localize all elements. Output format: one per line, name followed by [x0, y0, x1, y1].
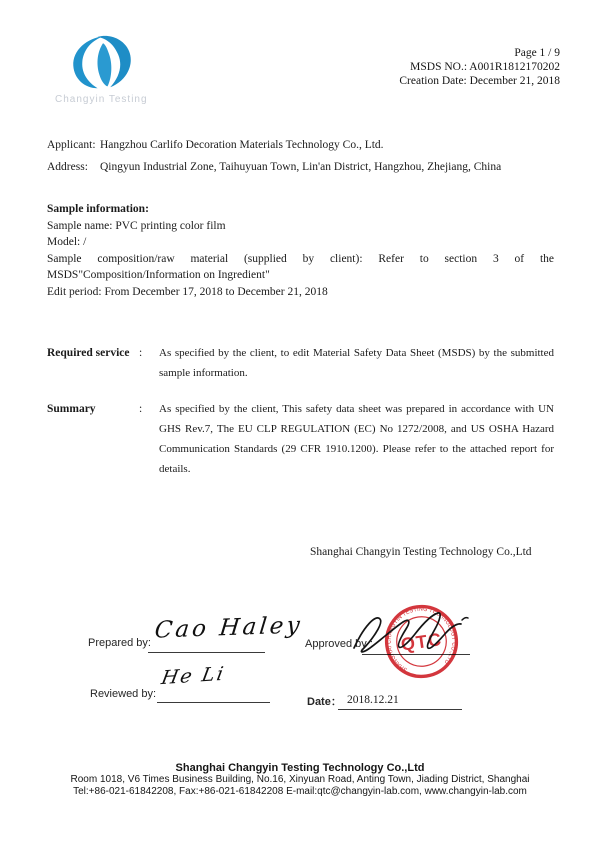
summary-text: As specified by the client, This safety data sheet was prepared in accordance with UN GHS Rev.7, The EU CLP REGULATION (EC) No 1272/2008, and US OSHA Hazard Communication Standards (29 CFR 1910.1200). Please refer to the attached report for details. [159, 403, 554, 475]
required-service-colon: : [139, 347, 143, 359]
summary-row [47, 399, 554, 479]
date-label: Date： [307, 696, 342, 708]
date-value: 2018.12.21 [347, 694, 399, 706]
required-service-row [47, 343, 554, 383]
footer-address: Room 1018, V6 Times Business Building, No.16, Xinyuan Road, Anting Town, Jiading District, Shanghai [70, 774, 530, 785]
summary-colon: : [139, 403, 143, 415]
sample-composition-line: Sample composition/raw material (supplied by client): Refer to section 3 of the MSDS"Composition/Information on Ingredient" [47, 252, 554, 281]
applicant-label: Applicant: [47, 139, 96, 151]
header-meta [399, 46, 560, 88]
footer-company-name: Shanghai Changyin Testing Technology Co.,Ltd [175, 762, 425, 774]
sample-info-block [47, 201, 554, 300]
footer [0, 762, 600, 797]
signoff-company-name: Shanghai Changyin Testing Technology Co.,Ltd [310, 546, 532, 558]
stamp-center-text: QTC [399, 629, 444, 655]
company-logo [55, 34, 165, 105]
logo-text: Changyin Testing [55, 94, 148, 105]
reviewed-signature-line [157, 702, 270, 703]
service-block [47, 343, 554, 495]
summary-label: Summary [47, 403, 96, 415]
footer-contact: Tel:+86-021-61842208, Fax:+86-021-61842208 E-mail:qtc@changyin-lab.com, www.changyin-lab.com [73, 785, 527, 797]
msds-number: MSDS NO.: A001R1812170202 [410, 61, 560, 73]
approved-signature [350, 608, 475, 658]
prepared-signature-line [148, 652, 265, 653]
sample-info-heading: Sample information: [47, 203, 149, 215]
prepared-by-label: Prepared by: [88, 637, 151, 649]
creation-date: Creation Date: December 21, 2018 [399, 75, 560, 87]
sample-model-line: Model: / [47, 236, 87, 248]
logo-swirl-icon [67, 34, 139, 92]
applicant-block [47, 134, 501, 178]
date-line [338, 709, 462, 710]
reviewed-by-label: Reviewed by: [90, 688, 157, 700]
edit-period-line: Edit period: From December 17, 2018 to December 21, 2018 [47, 285, 328, 298]
prepared-signature: Cao Haley [153, 612, 304, 644]
reviewed-signature: He Li [159, 662, 227, 690]
applicant-value: Hangzhou Carlifo Decoration Materials Technology Co., Ltd. [100, 139, 384, 151]
required-service-label: Required service [47, 347, 130, 359]
page-number: Page 1 / 9 [514, 47, 560, 59]
required-service-text: As specified by the client, to edit Material Safety Data Sheet (MSDS) by the submitted sample information. [159, 347, 554, 379]
address-label: Address: [47, 161, 88, 173]
applicant-row [47, 134, 501, 156]
address-value: Qingyun Industrial Zone, Taihuyuan Town, Lin'an District, Hangzhou, Zhejiang, China [100, 161, 502, 173]
stamp-ring-text: SHANGHAI CHANGYIN TESTING TECHNOLOGY CO.,LTD [385, 605, 458, 674]
address-row [47, 156, 501, 178]
approved-by-label: Approved by : [305, 638, 373, 650]
sample-name-line: Sample name: PVC printing color film [47, 219, 226, 232]
